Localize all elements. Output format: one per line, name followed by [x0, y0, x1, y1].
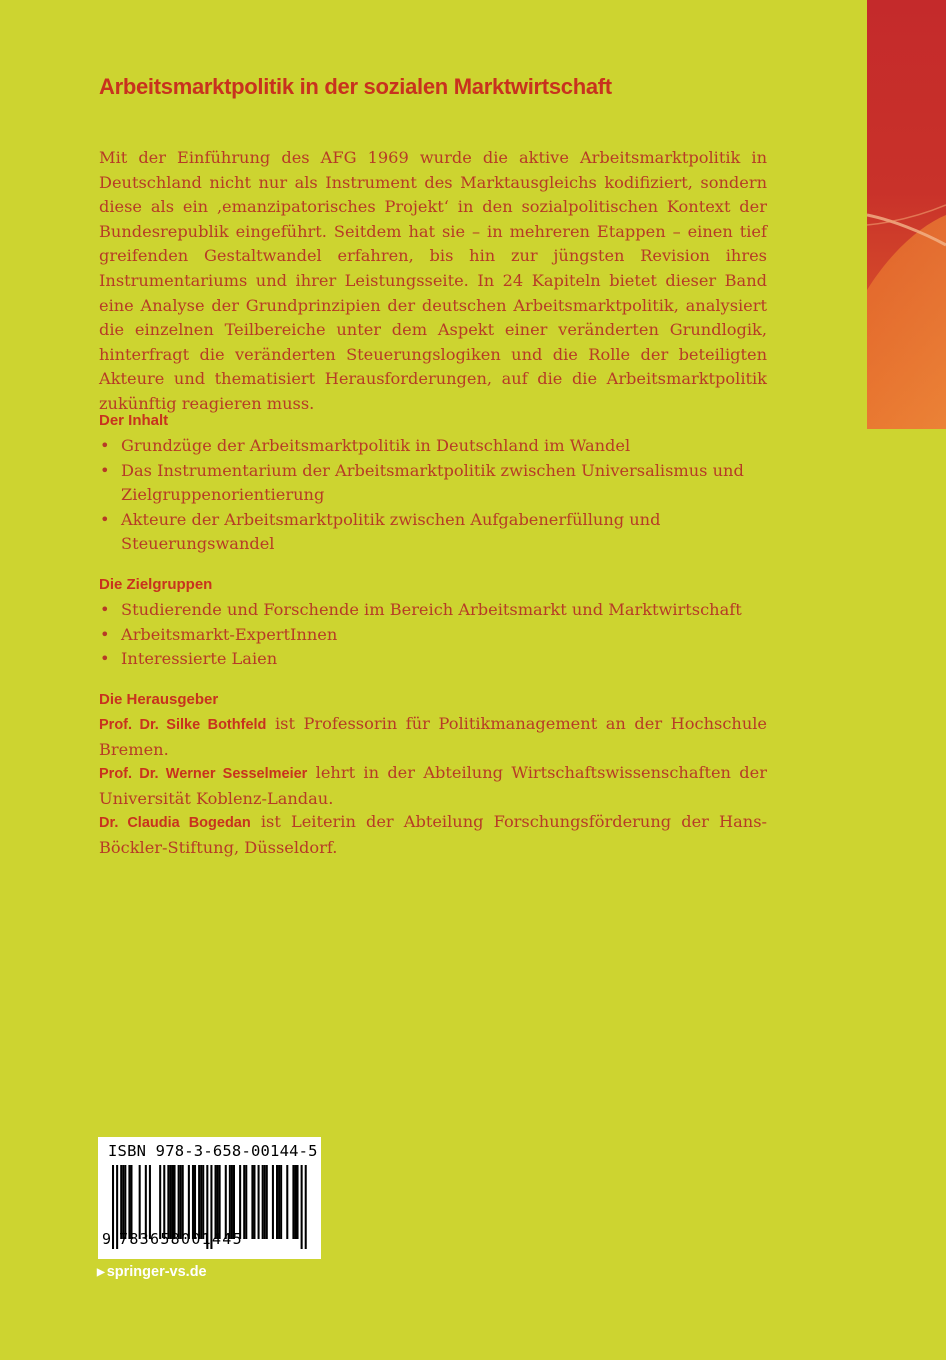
- editor-name: Dr. Claudia Bogedan: [99, 815, 251, 831]
- barcode-bar: [266, 1165, 268, 1239]
- list-item-text: Akteure der Arbeitsmarktpolitik zwischen Aufgabenerfüllung und Steuerungswandel: [121, 509, 661, 554]
- list-item: [99, 647, 767, 672]
- barcode-bar: [178, 1165, 180, 1239]
- editor-bio: [99, 712, 767, 762]
- bullet-icon: •: [100, 624, 110, 644]
- barcode-bar: [124, 1165, 126, 1239]
- barcode-bar: [251, 1165, 253, 1239]
- barcode-bar: [167, 1165, 169, 1239]
- editor-bio: [99, 761, 767, 811]
- barcode-bar: [280, 1165, 282, 1239]
- barcode-bar: [243, 1165, 245, 1239]
- barcode-bar: [145, 1165, 147, 1239]
- barcode-bar: [258, 1165, 260, 1239]
- barcode-bar: [264, 1165, 266, 1239]
- barcode-bar: [169, 1165, 171, 1239]
- bullet-icon: •: [100, 600, 110, 619]
- barcode-bar: [200, 1165, 202, 1239]
- barcode-bar: [272, 1165, 274, 1239]
- barcode-bar: [297, 1165, 299, 1239]
- editor-text: ist Leiterin der Abteilung Forschungsförderung der Hans-Böckler-Stiftung, Düsseldorf.: [99, 812, 767, 857]
- barcode-bar: [301, 1165, 303, 1249]
- zielgruppen-list: [99, 598, 767, 672]
- editor-text: lehrt in der Abteilung Wirtschaftswissenschaften der Universität Koblenz-Landau.: [99, 763, 767, 808]
- bullet-icon: •: [100, 436, 110, 455]
- barcode-bar: [217, 1165, 219, 1239]
- herausgeber-heading: Die Herausgeber: [99, 691, 219, 708]
- publisher-url-text: springer-vs.de: [106, 1264, 207, 1280]
- barcode-bar: [231, 1165, 233, 1239]
- barcode-bar: [171, 1165, 173, 1239]
- isbn-barcode: [98, 1137, 321, 1259]
- zielgruppen-heading: Die Zielgruppen: [99, 576, 213, 593]
- barcode-bar: [116, 1165, 118, 1249]
- editor-text: ist Professorin für Politikmanagement an der Hochschule Bremen.: [99, 714, 768, 759]
- decorative-swoosh-band: [867, 0, 946, 429]
- bullet-icon: •: [100, 460, 110, 480]
- barcode-bar: [192, 1165, 194, 1239]
- barcode-bar: [276, 1165, 278, 1239]
- barcode-bar: [198, 1165, 200, 1239]
- book-title: Arbeitsmarktpolitik in der sozialen Marktwirtschaft: [99, 74, 612, 99]
- list-item: [99, 508, 767, 557]
- barcode-bar: [194, 1165, 196, 1239]
- inhalt-list: [99, 434, 767, 557]
- barcode-bar: [245, 1165, 247, 1239]
- barcode-bar: [174, 1165, 176, 1239]
- bullet-icon: •: [100, 509, 110, 529]
- barcode-bar: [215, 1165, 217, 1239]
- barcode-bar: [294, 1165, 296, 1239]
- list-item-text: Studierende und Forschende im Bereich Arbeitsmarkt und Marktwirtschaft: [121, 600, 742, 619]
- barcode-bar: [278, 1165, 280, 1239]
- barcode-bar: [120, 1165, 122, 1239]
- triangle-right-icon: ▶: [97, 1267, 105, 1278]
- barcode-bar: [139, 1165, 141, 1239]
- list-item: [99, 459, 767, 508]
- isbn-label: ISBN 978-3-658-00144-5: [108, 1142, 318, 1160]
- barcode-bar: [130, 1165, 132, 1239]
- bullet-icon: •: [100, 649, 110, 669]
- barcode-bar: [202, 1165, 204, 1239]
- editor-name: Prof. Dr. Werner Sesselmeier: [99, 766, 308, 782]
- inhalt-heading: Der Inhalt: [99, 412, 169, 429]
- barcode-bar: [225, 1165, 227, 1239]
- list-item: [99, 434, 767, 459]
- list-item: [99, 623, 767, 648]
- barcode-bar: [180, 1165, 182, 1239]
- list-item: [99, 598, 767, 623]
- barcode-bar: [163, 1165, 165, 1239]
- barcode-bar: [182, 1165, 184, 1239]
- barcode-bar: [233, 1165, 235, 1239]
- list-item-text: Arbeitsmarkt-ExpertInnen: [121, 624, 338, 644]
- ean-digits: 783658001445: [119, 1230, 243, 1248]
- intro-paragraph: Mit der Einführung des AFG 1969 wurde die aktive Arbeitsmarktpolitik in Deutschland nicht nur als Instrument des Marktausgleichs kodifiziert, sondern diese als ein ‚emanzipatorisches Projekt‘ in den sozialpolitischen Kontext der Bundesrepublik eingeführt. Seitdem hat sie – in mehreren Etappen – einen tief greifenden Gestaltwandel erfahren, bis hin zur jüngsten Revision ihres Instrumentariums und ihrer Leistungsseite. In 24 Kapiteln bietet dieser Band eine Analyse der Grundprinzipien der deutschen Arbeitsmarktpolitik, analysiert die einzelnen Teilbereiche unter dem Aspekt einer veränderten Grundlogik, hinterfragt die veränderten Steuerungslogiken und die Rolle der beteiligten Akteure und thematisiert Herausforderungen, auf die die Arbeitsmarktpolitik zukünftig reagieren muss.: [99, 148, 767, 413]
- barcode-bar: [122, 1165, 124, 1239]
- publisher-url[interactable]: [97, 1264, 207, 1280]
- barcode-bar: [219, 1165, 221, 1239]
- list-item-text: Das Instrumentarium der Arbeitsmarktpolitik zwischen Universalismus und Zielgruppenorientierung: [121, 460, 744, 505]
- barcode-bar: [128, 1165, 130, 1239]
- ean-first-digit: 9: [102, 1230, 112, 1248]
- editor-name: Prof. Dr. Silke Bothfeld: [99, 717, 267, 733]
- barcode-bar: [229, 1165, 231, 1239]
- barcode-bar: [188, 1165, 190, 1239]
- barcode-bar: [159, 1165, 161, 1239]
- barcode-bar: [292, 1165, 294, 1239]
- barcode-bar: [305, 1165, 307, 1249]
- list-item-text: Interessierte Laien: [121, 649, 278, 669]
- list-item-text: Grundzüge der Arbeitsmarktpolitik in Deutschland im Wandel: [121, 436, 631, 455]
- barcode-bar: [149, 1165, 151, 1239]
- barcode-bar: [112, 1165, 114, 1249]
- barcode-bar: [239, 1165, 241, 1239]
- barcode-bar: [253, 1165, 255, 1239]
- barcode-bar: [262, 1165, 264, 1239]
- barcode-bar: [286, 1165, 288, 1239]
- editor-bio: [99, 810, 767, 860]
